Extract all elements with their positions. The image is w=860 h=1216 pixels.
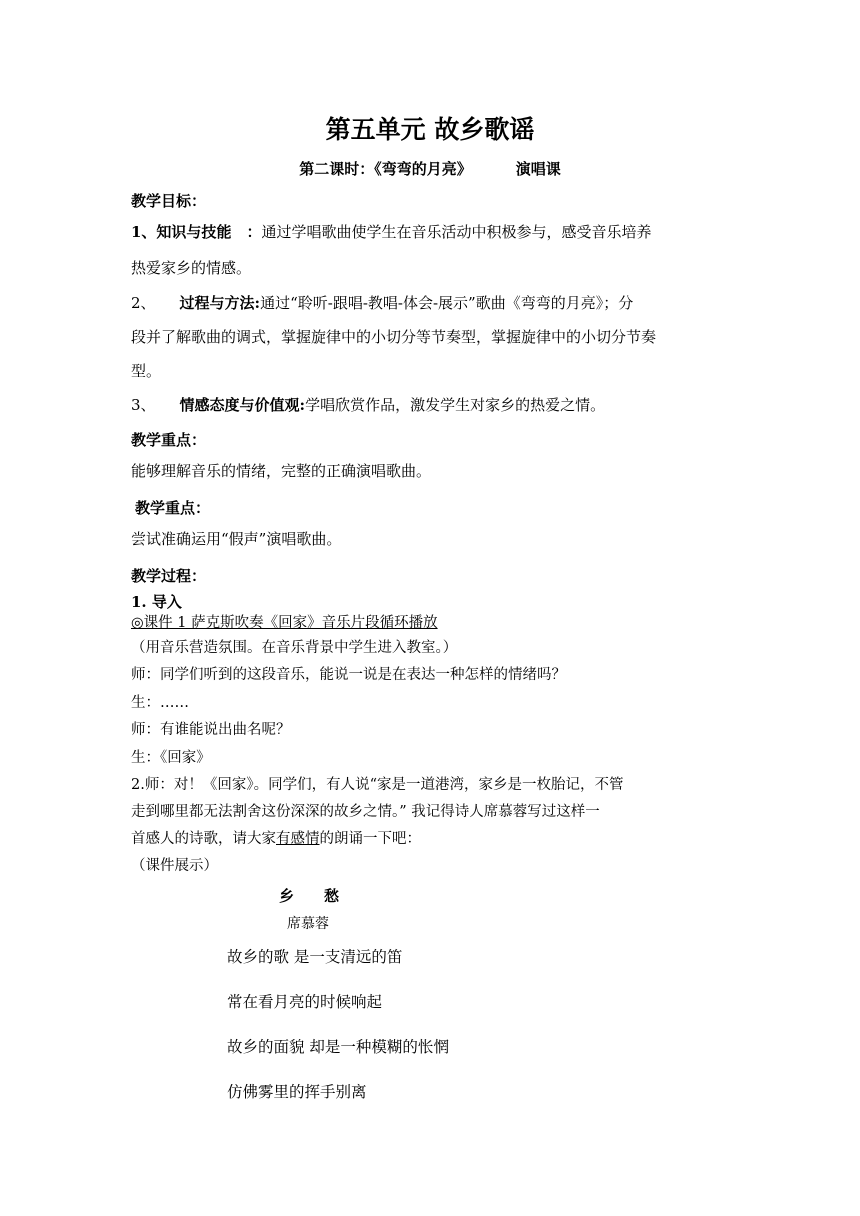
- poem-line-1: 故乡的歌 是一支清远的笛: [227, 948, 403, 966]
- difficult-points-text: 尝试准确运用“假声”演唱歌曲。: [131, 530, 342, 548]
- poem-line-3: 故乡的面貌 却是一种模糊的怅惘: [227, 1038, 449, 1056]
- objective-2-line-2: 段并了解歌曲的调式，掌握旋律中的小切分等节奏型，掌握旋律中的小切分节奏: [131, 328, 657, 346]
- step-1-heading: 1. 导入: [131, 593, 182, 611]
- objective-3-line: [131, 390, 605, 420]
- objective-2-text: 通过“聆听-跟唱-教唱-体会-展示”歌曲《弯弯的月亮》；分: [260, 294, 634, 312]
- process-heading: 教学过程：: [131, 567, 207, 585]
- lesson-subtitle: [0, 158, 860, 179]
- courseware-1: ◎课件 1 萨克斯吹奏《回家》音乐片段循环播放: [131, 615, 438, 631]
- objective-3-label: 情感态度与价值观:: [179, 396, 306, 414]
- step-2-line-2: 走到哪里都无法割舍这份深深的故乡之情。” 我记得诗人席慕蓉写过这样一: [131, 804, 600, 820]
- difficult-points-heading: 教学重点：: [135, 499, 211, 517]
- lesson-name: 第二课时：《弯弯的月亮》: [299, 160, 472, 178]
- objective-1-line-1: [131, 217, 651, 247]
- step-2-line-3-end: 的朗诵一下吧：: [319, 831, 421, 847]
- objective-1-label: 1、知识与技能 ：: [131, 223, 262, 241]
- objective-1-line-2: 热爱家乡的情感。: [131, 259, 252, 277]
- student-answer-1: 生：……: [131, 695, 189, 711]
- objective-3-text: 学唱欣赏作品，激发学生对家乡的热爱之情。: [305, 396, 606, 414]
- step-2-line-1: 2.师：对！《回家》。同学们，有人说“家是一道港湾，家乡是一枚胎记，不管: [131, 777, 624, 793]
- student-answer-2: 生：《回家》: [131, 750, 211, 766]
- page-title: 第五单元 故乡歌谣: [325, 115, 535, 144]
- note-music-atmosphere: （用音乐营造氛围。在音乐背景中学生进入教室。）: [131, 640, 458, 656]
- step-2-line-3: [131, 824, 421, 854]
- poem-line-4: 仿佛雾里的挥手别离: [227, 1083, 367, 1101]
- teacher-question-2: 师：有谁能说出曲名呢？: [131, 722, 291, 738]
- key-points-text: 能够理解音乐的情绪，完整的正确演唱歌曲。: [131, 462, 432, 480]
- objective-3-number: 3、: [131, 396, 156, 414]
- lesson-type: 演唱课: [515, 160, 561, 178]
- emphasis-with-feeling: 有感情: [276, 831, 320, 847]
- objective-2-line-1: [131, 288, 633, 318]
- objectives-heading: 教学目标：: [131, 192, 207, 210]
- objective-1-text: 通过学唱歌曲使学生在音乐活动中积极参与，感受音乐培养: [261, 223, 652, 241]
- note-courseware-display: （课件展示）: [131, 858, 218, 874]
- poem-author: 席慕蓉: [287, 916, 329, 932]
- poem-line-2: 常在看月亮的时候响起: [227, 993, 383, 1011]
- key-points-heading: 教学重点：: [131, 431, 207, 449]
- objective-2-number: 2、: [131, 294, 156, 312]
- step-2-line-3-start: 首感人的诗歌，请大家: [131, 831, 276, 847]
- objective-2-label: 过程与方法:: [179, 294, 261, 312]
- objective-2-line-3: 型。: [131, 362, 162, 380]
- poem-title: 乡 愁: [279, 887, 340, 905]
- teacher-question-1: 师：同学们听到的这段音乐，能说一说是在表达一种怎样的情绪吗？: [131, 667, 566, 683]
